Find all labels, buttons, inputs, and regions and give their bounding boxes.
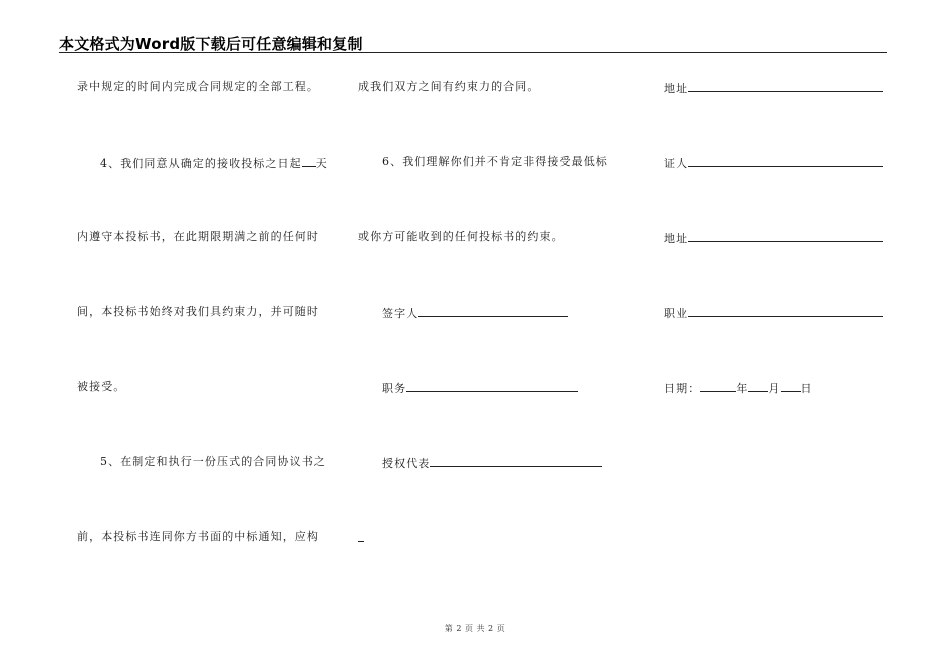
witness-underline [688,155,883,167]
address-label-1: 地址 [664,82,689,95]
month-underline [748,380,768,392]
document-header-title: 本文格式为Word版下载后可任意编辑和复制 [59,35,363,53]
col2-line-3: 或你方可能收到的任何投标书的约束。 [358,230,564,243]
signer-field [382,305,568,321]
representative-field [382,455,602,471]
date-label: 日期： [664,382,701,395]
position-underline [406,380,578,392]
occupation-label: 职业 [664,307,689,320]
address-underline-2 [688,230,883,242]
col1-line-2-text: 4、我们同意从确定的接收投标之日起 [100,157,302,170]
col1-line-3: 内遵守本投标书，在此期限期满之前的任何时 [77,230,319,243]
col1-line-2-tail: 天 [315,157,328,170]
day-label: 日 [800,382,813,395]
position-label: 职务 [382,382,407,395]
day-underline [781,380,801,392]
year-underline [700,380,736,392]
address-underline-1 [688,80,883,92]
occupation-field [664,305,883,321]
col1-line-1: 录中规定的时间内完成合同规定的全部工程。 [77,80,319,93]
col2-trailing-blank [358,530,364,546]
col2-line-2: 6、我们理解你们并不肯定非得接受最低标 [382,155,608,168]
trailing-blank-underline [358,530,364,542]
witness-label: 证人 [664,157,689,170]
col1-line-5: 被接受。 [77,380,126,393]
days-blank-underline [302,155,316,167]
representative-underline [430,455,602,467]
col1-line-7: 前，本投标书连同你方书面的中标通知，应构 [77,530,319,543]
representative-label: 授权代表 [382,457,431,470]
col1-line-4: 间，本投标书始终对我们具约束力，并可随时 [77,305,319,318]
signer-label: 签字人 [382,307,419,320]
position-field [382,380,578,396]
page-number-footer: 第 2 页 共 2 页 [444,624,506,633]
month-label: 月 [768,382,781,395]
witness-field [664,155,883,171]
address-field-1 [664,80,883,96]
signer-underline [418,305,568,317]
col1-line-2 [100,155,328,171]
year-label: 年 [736,382,749,395]
header-divider [59,52,887,53]
date-field [664,380,813,396]
address-field-2 [664,230,883,246]
col1-line-6: 5、在制定和执行一份压式的合同协议书之 [100,455,326,468]
address-label-2: 地址 [664,232,689,245]
occupation-underline [688,305,883,317]
col2-line-1: 成我们双方之间有约束力的合同。 [358,80,540,93]
